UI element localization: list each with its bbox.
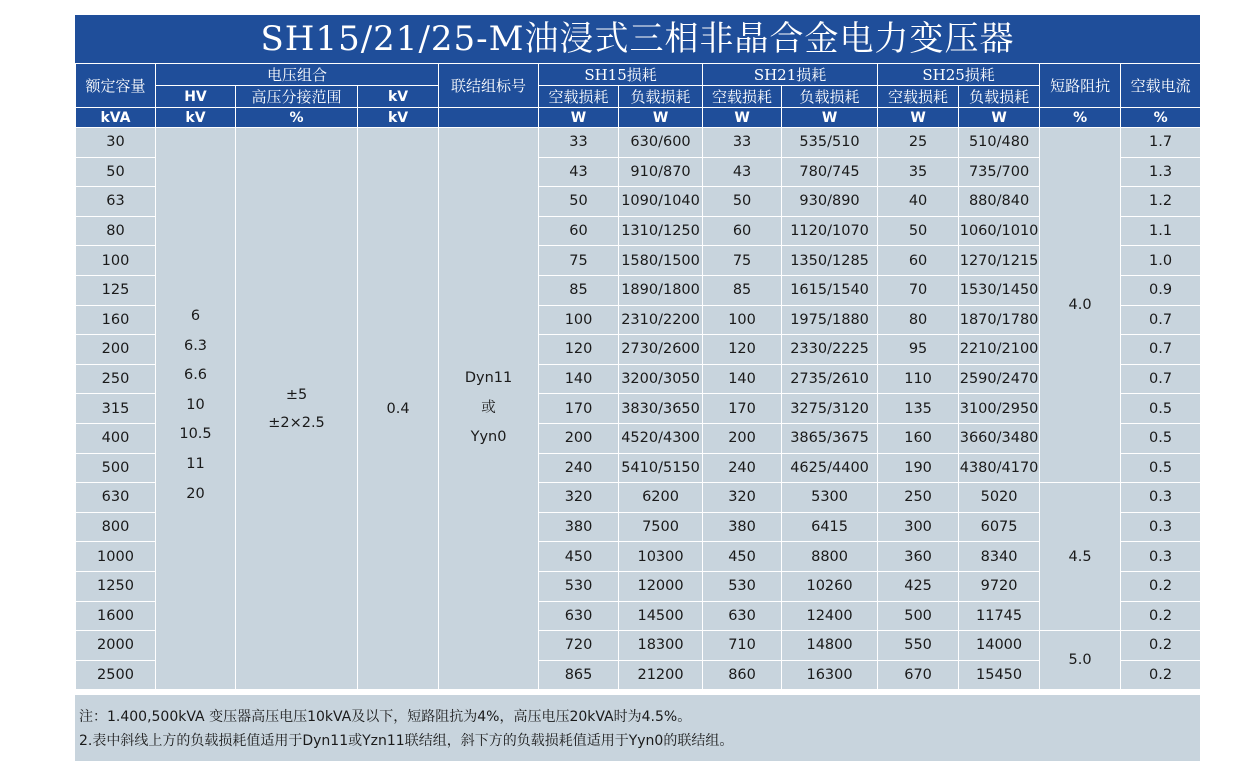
cell-sh25-no-load: 190 bbox=[878, 453, 959, 483]
cell-sh21-load: 1120/1070 bbox=[782, 216, 878, 246]
cell-sh25-no-load: 80 bbox=[878, 305, 959, 335]
cell-tap-value: ±2×2.5 bbox=[268, 414, 325, 431]
unit-sh21-load: W bbox=[782, 108, 878, 128]
cell-sh25-load: 3660/3480 bbox=[959, 423, 1040, 453]
cell-sh21-no-load: 860 bbox=[703, 660, 782, 690]
cell-tap-value: ±5 bbox=[285, 386, 308, 403]
cell-sh15-load: 12000 bbox=[619, 571, 703, 601]
cell-sh15-load: 10300 bbox=[619, 542, 703, 572]
cell-sh25-no-load: 25 bbox=[878, 128, 959, 158]
cell-sh25-load: 510/480 bbox=[959, 128, 1040, 158]
cell-kva: 500 bbox=[76, 453, 156, 483]
cell-kva: 30 bbox=[76, 128, 156, 158]
cell-sh25-no-load: 95 bbox=[878, 335, 959, 365]
header-vector-group: 联结组标号 bbox=[439, 64, 539, 108]
cell-kva: 1250 bbox=[76, 571, 156, 601]
cell-sh25-load: 9720 bbox=[959, 571, 1040, 601]
cell-sh21-load: 14800 bbox=[782, 631, 878, 661]
cell-sh15-load: 18300 bbox=[619, 631, 703, 661]
cell-sh15-no-load: 43 bbox=[539, 157, 619, 187]
cell-kva: 800 bbox=[76, 512, 156, 542]
cell-sh21-load: 780/745 bbox=[782, 157, 878, 187]
cell-hv-value: 10 bbox=[186, 396, 205, 413]
cell-kva: 2000 bbox=[76, 631, 156, 661]
cell-sh25-load: 11745 bbox=[959, 601, 1040, 631]
cell-no-load-current: 0.3 bbox=[1121, 483, 1201, 513]
cell-sh15-no-load: 240 bbox=[539, 453, 619, 483]
cell-sh21-no-load: 380 bbox=[703, 512, 782, 542]
cell-sh21-no-load: 530 bbox=[703, 571, 782, 601]
cell-impedance: 5.0 bbox=[1040, 631, 1121, 690]
header-sh21-no-load: 空载损耗 bbox=[703, 86, 782, 108]
cell-sh21-load: 3865/3675 bbox=[782, 423, 878, 453]
cell-vector-group bbox=[439, 128, 539, 690]
cell-sh21-no-load: 60 bbox=[703, 216, 782, 246]
cell-sh15-no-load: 100 bbox=[539, 305, 619, 335]
cell-sh25-load: 2210/2100 bbox=[959, 335, 1040, 365]
header-no-load-current: 空载电流 bbox=[1121, 64, 1201, 108]
cell-no-load-current: 0.5 bbox=[1121, 423, 1201, 453]
cell-sh25-load: 735/700 bbox=[959, 157, 1040, 187]
unit-sh25-no-load: W bbox=[878, 108, 959, 128]
cell-sh25-no-load: 110 bbox=[878, 364, 959, 394]
cell-sh25-no-load: 160 bbox=[878, 423, 959, 453]
cell-sh25-no-load: 500 bbox=[878, 601, 959, 631]
cell-hv-value: 6.3 bbox=[183, 337, 208, 354]
cell-sh15-load: 1310/1250 bbox=[619, 216, 703, 246]
cell-sh21-no-load: 630 bbox=[703, 601, 782, 631]
cell-sh15-load: 6200 bbox=[619, 483, 703, 513]
cell-sh21-load: 930/890 bbox=[782, 187, 878, 217]
header-sh15-load: 负载损耗 bbox=[619, 86, 703, 108]
cell-sh21-no-load: 140 bbox=[703, 364, 782, 394]
cell-kva: 2500 bbox=[76, 660, 156, 690]
cell-sh21-load: 12400 bbox=[782, 601, 878, 631]
cell-sh25-load: 14000 bbox=[959, 631, 1040, 661]
cell-sh21-no-load: 43 bbox=[703, 157, 782, 187]
cell-sh25-no-load: 360 bbox=[878, 542, 959, 572]
cell-sh21-load: 1975/1880 bbox=[782, 305, 878, 335]
cell-no-load-current: 0.7 bbox=[1121, 364, 1201, 394]
cell-sh15-load: 3200/3050 bbox=[619, 364, 703, 394]
cell-vector-group-value: Yyn0 bbox=[470, 429, 507, 446]
cell-sh21-load: 535/510 bbox=[782, 128, 878, 158]
spec-sheet bbox=[75, 15, 1200, 690]
cell-sh15-no-load: 33 bbox=[539, 128, 619, 158]
cell-sh25-load: 5020 bbox=[959, 483, 1040, 513]
cell-sh21-load: 4625/4400 bbox=[782, 453, 878, 483]
cell-no-load-current: 0.9 bbox=[1121, 275, 1201, 305]
cell-sh25-load: 3100/2950 bbox=[959, 394, 1040, 424]
cell-sh15-load: 1090/1040 bbox=[619, 187, 703, 217]
cell-sh21-load: 3275/3120 bbox=[782, 394, 878, 424]
cell-lv: 0.4 bbox=[358, 128, 439, 690]
cell-sh25-no-load: 70 bbox=[878, 275, 959, 305]
cell-sh25-load: 8340 bbox=[959, 542, 1040, 572]
header-rated-capacity: 额定容量 bbox=[76, 64, 156, 108]
cell-kva: 400 bbox=[76, 423, 156, 453]
cell-sh21-load: 8800 bbox=[782, 542, 878, 572]
cell-sh21-no-load: 100 bbox=[703, 305, 782, 335]
cell-sh15-no-load: 630 bbox=[539, 601, 619, 631]
cell-kva: 315 bbox=[76, 394, 156, 424]
cell-no-load-current: 0.3 bbox=[1121, 542, 1201, 572]
cell-hv-value: 10.5 bbox=[179, 426, 212, 443]
cell-sh15-load: 4520/4300 bbox=[619, 423, 703, 453]
header-sh15-no-load: 空载损耗 bbox=[539, 86, 619, 108]
cell-sh25-no-load: 670 bbox=[878, 660, 959, 690]
cell-sh25-no-load: 60 bbox=[878, 246, 959, 276]
cell-sh15-load: 3830/3650 bbox=[619, 394, 703, 424]
header-sh25-loss: SH25损耗 bbox=[878, 64, 1040, 86]
cell-no-load-current: 0.2 bbox=[1121, 631, 1201, 661]
cell-kva: 80 bbox=[76, 216, 156, 246]
cell-sh25-no-load: 35 bbox=[878, 157, 959, 187]
cell-sh21-load: 16300 bbox=[782, 660, 878, 690]
cell-impedance: 4.0 bbox=[1040, 128, 1121, 483]
cell-sh15-no-load: 170 bbox=[539, 394, 619, 424]
cell-sh21-load: 10260 bbox=[782, 571, 878, 601]
cell-hv-value: 20 bbox=[186, 485, 205, 502]
cell-kva: 50 bbox=[76, 157, 156, 187]
cell-no-load-current: 1.1 bbox=[1121, 216, 1201, 246]
spec-table bbox=[75, 63, 1201, 690]
cell-no-load-current: 0.7 bbox=[1121, 305, 1201, 335]
header-tap-range: 高压分接范围 bbox=[236, 86, 358, 108]
cell-no-load-current: 0.2 bbox=[1121, 601, 1201, 631]
cell-sh21-no-load: 320 bbox=[703, 483, 782, 513]
cell-sh25-load: 6075 bbox=[959, 512, 1040, 542]
cell-kva: 1600 bbox=[76, 601, 156, 631]
cell-no-load-current: 0.3 bbox=[1121, 512, 1201, 542]
unit-sh25-load: W bbox=[959, 108, 1040, 128]
header-sh21-load: 负载损耗 bbox=[782, 86, 878, 108]
cell-sh21-no-load: 710 bbox=[703, 631, 782, 661]
unit-impedance: % bbox=[1040, 108, 1121, 128]
cell-sh25-load: 880/840 bbox=[959, 187, 1040, 217]
cell-kva: 1000 bbox=[76, 542, 156, 572]
cell-sh25-no-load: 135 bbox=[878, 394, 959, 424]
cell-sh25-load: 4380/4170 bbox=[959, 453, 1040, 483]
cell-sh25-load: 1060/1010 bbox=[959, 216, 1040, 246]
unit-sh15-load: W bbox=[619, 108, 703, 128]
cell-sh15-load: 21200 bbox=[619, 660, 703, 690]
page-title: SH15/21/25-M油浸式三相非晶合金电力变压器 bbox=[75, 15, 1200, 63]
cell-hv-stack bbox=[156, 128, 235, 509]
cell-kva: 630 bbox=[76, 483, 156, 513]
unit-lv: kV bbox=[358, 108, 439, 128]
header-sh25-load: 负载损耗 bbox=[959, 86, 1040, 108]
cell-no-load-current: 1.7 bbox=[1121, 128, 1201, 158]
unit-tap: % bbox=[236, 108, 358, 128]
header-sh21-loss: SH21损耗 bbox=[703, 64, 878, 86]
header-short-circuit-impedance: 短路阻抗 bbox=[1040, 64, 1121, 108]
cell-sh15-no-load: 50 bbox=[539, 187, 619, 217]
cell-vector-group-stack bbox=[439, 364, 538, 453]
footnote-1: 注：1.400,500kVA 变压器高压电压10kVA及以下，短路阻抗为4%，高压电压20kVA时为4.5%。 bbox=[79, 709, 692, 725]
cell-sh15-no-load: 140 bbox=[539, 364, 619, 394]
unit-capacity: kVA bbox=[76, 108, 156, 128]
unit-sh15-no-load: W bbox=[539, 108, 619, 128]
table-row bbox=[76, 128, 1201, 158]
cell-hv-value: 11 bbox=[186, 455, 205, 472]
cell-no-load-current: 1.3 bbox=[1121, 157, 1201, 187]
cell-tap-stack bbox=[236, 381, 357, 437]
cell-kva: 160 bbox=[76, 305, 156, 335]
header-hv: HV bbox=[156, 86, 236, 108]
cell-sh21-no-load: 170 bbox=[703, 394, 782, 424]
cell-sh21-load: 1615/1540 bbox=[782, 275, 878, 305]
cell-no-load-current: 0.5 bbox=[1121, 394, 1201, 424]
cell-sh25-no-load: 250 bbox=[878, 483, 959, 513]
cell-sh15-load: 2730/2600 bbox=[619, 335, 703, 365]
cell-sh21-load: 6415 bbox=[782, 512, 878, 542]
unit-vector-blank bbox=[439, 108, 539, 128]
cell-sh15-no-load: 60 bbox=[539, 216, 619, 246]
cell-impedance: 4.5 bbox=[1040, 483, 1121, 631]
cell-sh15-load: 630/600 bbox=[619, 128, 703, 158]
cell-sh25-no-load: 50 bbox=[878, 216, 959, 246]
cell-sh21-no-load: 200 bbox=[703, 423, 782, 453]
cell-sh21-no-load: 75 bbox=[703, 246, 782, 276]
cell-sh21-no-load: 450 bbox=[703, 542, 782, 572]
cell-sh25-load: 1870/1780 bbox=[959, 305, 1040, 335]
header-sh15-loss: SH15损耗 bbox=[539, 64, 703, 86]
cell-no-load-current: 0.2 bbox=[1121, 660, 1201, 690]
cell-sh15-no-load: 720 bbox=[539, 631, 619, 661]
cell-sh25-no-load: 40 bbox=[878, 187, 959, 217]
cell-sh21-no-load: 85 bbox=[703, 275, 782, 305]
cell-hv bbox=[156, 128, 236, 690]
cell-kva: 250 bbox=[76, 364, 156, 394]
unit-sh21-no-load: W bbox=[703, 108, 782, 128]
cell-sh15-no-load: 865 bbox=[539, 660, 619, 690]
cell-sh25-load: 2590/2470 bbox=[959, 364, 1040, 394]
cell-sh21-load: 2330/2225 bbox=[782, 335, 878, 365]
cell-sh15-load: 7500 bbox=[619, 512, 703, 542]
cell-sh15-load: 2310/2200 bbox=[619, 305, 703, 335]
header-sh25-no-load: 空载损耗 bbox=[878, 86, 959, 108]
cell-sh15-no-load: 450 bbox=[539, 542, 619, 572]
cell-sh15-load: 5410/5150 bbox=[619, 453, 703, 483]
header-voltage-group: 电压组合 bbox=[156, 64, 439, 86]
cell-sh21-load: 5300 bbox=[782, 483, 878, 513]
cell-sh15-no-load: 320 bbox=[539, 483, 619, 513]
cell-sh25-no-load: 300 bbox=[878, 512, 959, 542]
cell-sh21-load: 2735/2610 bbox=[782, 364, 878, 394]
cell-sh15-load: 1890/1800 bbox=[619, 275, 703, 305]
cell-vector-group-value: 或 bbox=[481, 399, 496, 416]
cell-tap bbox=[236, 128, 358, 690]
cell-sh15-no-load: 85 bbox=[539, 275, 619, 305]
cell-kva: 63 bbox=[76, 187, 156, 217]
cell-sh21-no-load: 33 bbox=[703, 128, 782, 158]
cell-kva: 200 bbox=[76, 335, 156, 365]
unit-hv: kV bbox=[156, 108, 236, 128]
cell-sh15-no-load: 75 bbox=[539, 246, 619, 276]
cell-sh15-load: 14500 bbox=[619, 601, 703, 631]
cell-no-load-current: 0.5 bbox=[1121, 453, 1201, 483]
cell-sh15-load: 1580/1500 bbox=[619, 246, 703, 276]
cell-sh21-no-load: 50 bbox=[703, 187, 782, 217]
cell-kva: 125 bbox=[76, 275, 156, 305]
cell-sh25-load: 1270/1215 bbox=[959, 246, 1040, 276]
cell-no-load-current: 1.2 bbox=[1121, 187, 1201, 217]
cell-sh15-no-load: 530 bbox=[539, 571, 619, 601]
footnote-2: 2.表中斜线上方的负载损耗值适用于Dyn11或Yzn11联结组，斜下方的负载损耗值适用于Yyn0的联结组。 bbox=[79, 733, 734, 749]
cell-sh21-load: 1350/1285 bbox=[782, 246, 878, 276]
cell-sh21-no-load: 240 bbox=[703, 453, 782, 483]
cell-sh15-load: 910/870 bbox=[619, 157, 703, 187]
cell-sh21-no-load: 120 bbox=[703, 335, 782, 365]
cell-no-load-current: 1.0 bbox=[1121, 246, 1201, 276]
cell-sh25-no-load: 425 bbox=[878, 571, 959, 601]
header-lv: kV bbox=[358, 86, 439, 108]
cell-sh25-load: 1530/1450 bbox=[959, 275, 1040, 305]
cell-no-load-current: 0.7 bbox=[1121, 335, 1201, 365]
cell-kva: 100 bbox=[76, 246, 156, 276]
cell-hv-value: 6.6 bbox=[183, 367, 208, 384]
cell-sh25-no-load: 550 bbox=[878, 631, 959, 661]
cell-no-load-current: 0.2 bbox=[1121, 571, 1201, 601]
unit-current: % bbox=[1121, 108, 1201, 128]
cell-vector-group-value: Dyn11 bbox=[464, 370, 513, 387]
footnotes bbox=[75, 695, 1200, 761]
cell-sh15-no-load: 120 bbox=[539, 335, 619, 365]
cell-sh15-no-load: 380 bbox=[539, 512, 619, 542]
cell-sh15-no-load: 200 bbox=[539, 423, 619, 453]
cell-hv-value: 6 bbox=[190, 308, 201, 324]
cell-sh25-load: 15450 bbox=[959, 660, 1040, 690]
